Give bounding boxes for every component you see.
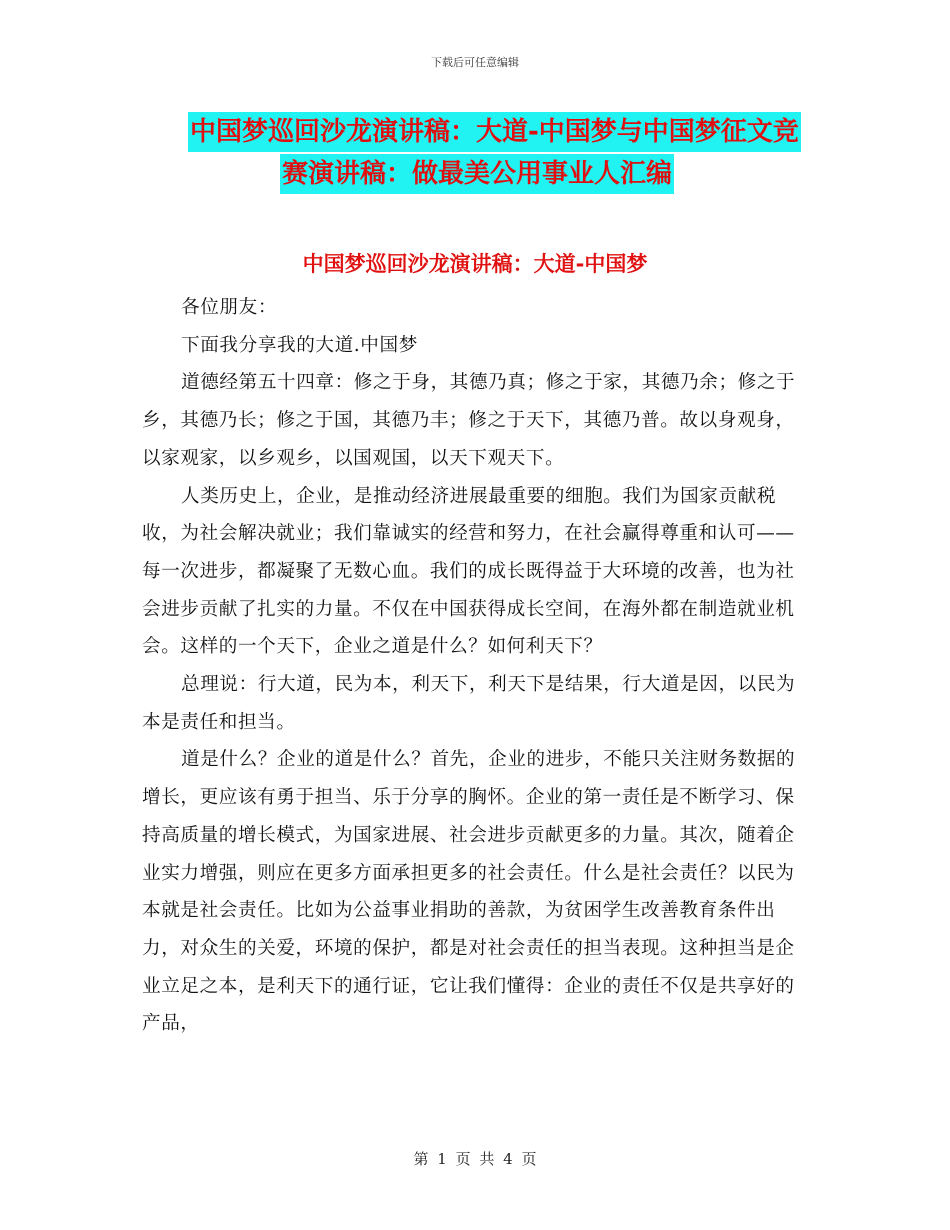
body-text [142, 289, 802, 1043]
header-note: 下载后可任意编辑 [431, 56, 519, 69]
paragraph-quote: 道德经第五十四章：修之于身，其德乃真；修之于家，其德乃余；修之于乡，其德乃长；修之于国，其德乃丰；修之于天下，其德乃普。故以身观身，以家观家，以乡观乡，以国观国，以天下观天下。 [142, 372, 796, 469]
paragraph-premier: 总理说：行大道，民为本，利天下，利天下是结果，行大道是因，以民为本是责任和担当。 [142, 674, 796, 733]
paragraph-enterprise: 人类历史上，企业，是推动经济进展最重要的细胞。我们为国家贡献税收，为社会解决就业；我们靠诚实的经营和努力，在社会赢得尊重和认可——每一次进步，都凝聚了无数心血。我们的成长既得益于大环境的改善，也为社会进步贡献了扎实的力量。不仅在中国获得成长空间，在海外都在制造就业机会。这样的一个天下，企业之道是什么？如何利天下？ [142, 485, 795, 658]
title-line-1: 中国梦巡回沙龙演讲稿：大道-中国梦与中国梦征文竞 [188, 112, 801, 152]
title-line-2: 赛演讲稿：做最美公用事业人汇编 [280, 154, 674, 194]
page-number: 第 1 页 共 4 页 [413, 1150, 537, 1168]
document-title [188, 112, 828, 196]
paragraph-greeting: 各位朋友： [181, 297, 278, 318]
section-heading: 中国梦巡回沙龙演讲稿：大道-中国梦 [302, 252, 648, 276]
paragraph-dao: 道是什么？企业的道是什么？首先，企业的进步，不能只关注财务数据的增长，更应该有勇于担当、乐于分享的胸怀。企业的第一责任是不断学习、保持高质量的增长模式，为国家进展、社会进步贡献更多的力量。其次，随着企业实力增强，则应在更多方面承担更多的社会责任。什么是社会责任？以民为本就是社会责任。比如为公益事业捐助的善款，为贫困学生改善教育条件出力，对众生的关爱，环境的保护，都是对社会责任的担当表现。这种担当是企业立足之本，是利天下的通行证，它让我们懂得：企业的责任不仅是共享好的产品， [142, 749, 796, 1035]
paragraph-intro: 下面我分享我的大道.中国梦 [181, 334, 418, 356]
